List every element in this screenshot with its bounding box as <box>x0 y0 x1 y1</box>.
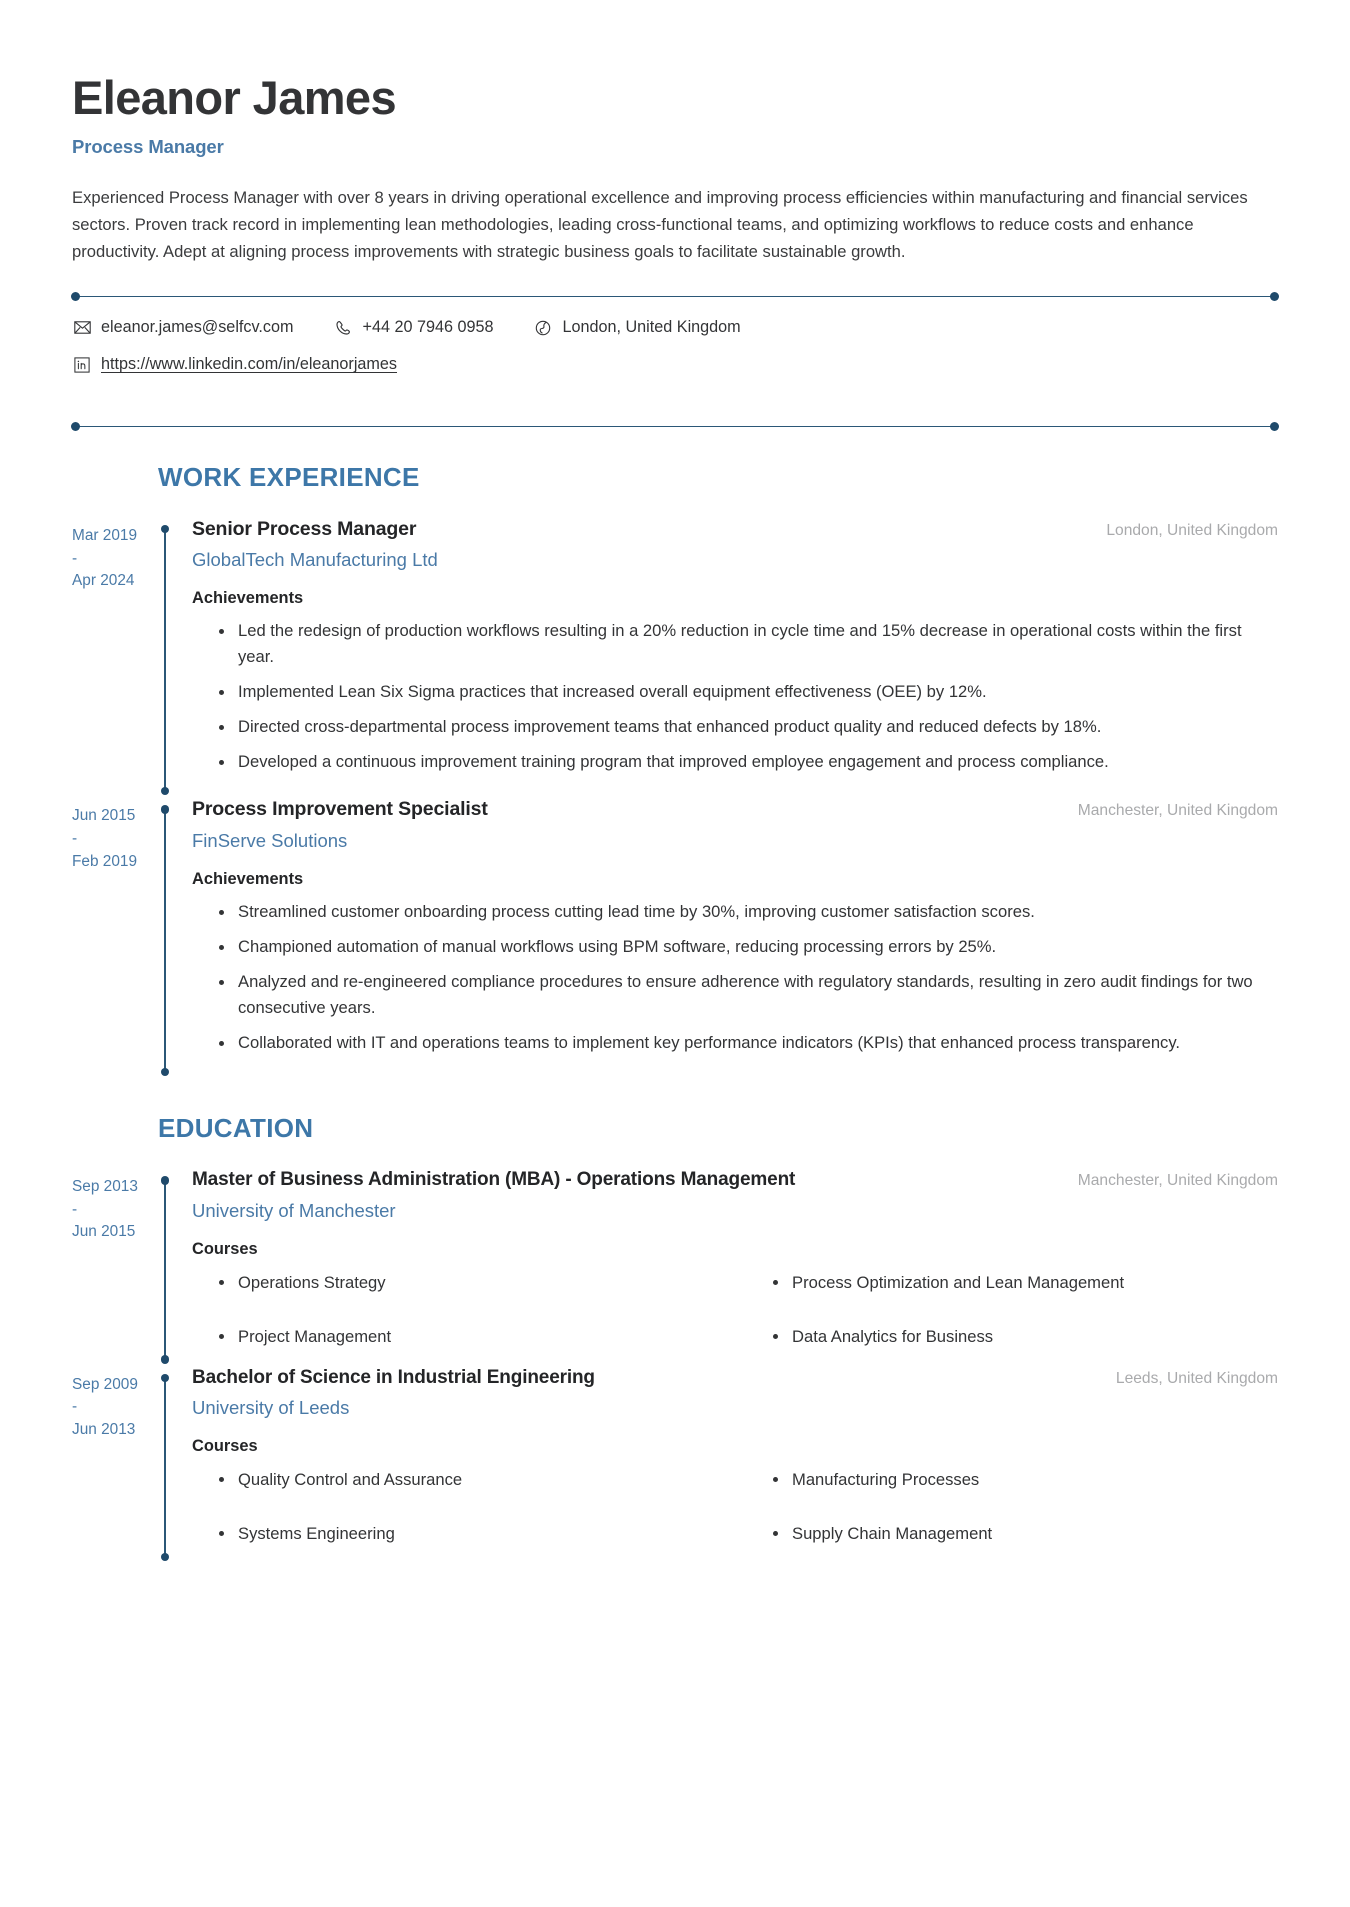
education-entry-header <box>192 1168 1278 1193</box>
education-entry-school: University of Manchester <box>192 1199 396 1221</box>
timeline-line <box>164 529 166 792</box>
education-entry-courses <box>192 1468 1278 1547</box>
timeline-dot-top <box>161 1176 170 1185</box>
contact-row-primary <box>72 318 1278 338</box>
work-entry-body <box>172 797 1278 1078</box>
timeline-dot-bottom <box>161 1553 170 1562</box>
work-entry-header <box>192 797 1278 822</box>
course-item: Quality Control and Assurance <box>192 1468 724 1493</box>
timeline-line <box>164 809 166 1072</box>
timeline-marker <box>158 797 172 1078</box>
divider-top <box>72 296 1278 297</box>
globe-icon <box>533 318 553 338</box>
education-entry-start-date: Sep 2013 <box>72 1178 138 1196</box>
achievement-item: Led the redesign of production workflows resulting in a 20% reduction in cycle time and 15% decrease in operational costs within the first year. <box>192 618 1278 670</box>
work-entry-dates <box>72 797 158 1078</box>
work-entry-achievements <box>192 899 1278 1056</box>
education-entry-school: University of Leeds <box>192 1397 350 1419</box>
timeline-marker <box>158 1168 172 1366</box>
timeline-dot-top <box>161 525 170 534</box>
course-item: Systems Engineering <box>192 1522 724 1547</box>
work-entry-company: GlobalTech Manufacturing Ltd <box>192 549 438 571</box>
section-title-work-experience: WORK EXPERIENCE <box>158 461 420 492</box>
section-title-education: EDUCATION <box>158 1113 314 1144</box>
achievement-item: Developed a continuous improvement training program that improved employee engagement and process compliance. <box>192 749 1278 775</box>
section-education <box>72 1083 1278 1563</box>
work-entry-location: London, United Kingdom <box>1106 521 1278 539</box>
contact-phone[interactable] <box>333 318 493 338</box>
achievement-item: Analyzed and re-engineered compliance procedures to ensure adherence with regulatory standards, resulting in zero audit findings for two consecutive years. <box>192 969 1278 1021</box>
course-item: Project Management <box>192 1325 724 1350</box>
work-entry-title: Senior Process Manager <box>192 517 417 540</box>
work-entry <box>72 517 1278 798</box>
work-entry-body <box>172 517 1278 798</box>
phone-icon <box>333 318 353 338</box>
contact-linkedin[interactable] <box>72 355 397 375</box>
divider-bottom <box>72 426 1278 427</box>
timeline-dot-bottom <box>161 787 170 796</box>
courses-label: Courses <box>192 1437 258 1456</box>
education-entry-degree: Bachelor of Science in Industrial Engineering <box>192 1366 595 1388</box>
contact-email-text: eleanor.james@selfcv.com <box>101 318 294 337</box>
work-entry-start-date: Mar 2019 <box>72 526 138 544</box>
education-entry-end-date: Jun 2015 <box>72 1223 136 1241</box>
date-range-dash: - <box>72 830 78 848</box>
timeline-line <box>164 1378 166 1558</box>
achievement-item: Championed automation of manual workflows using BPM software, reducing processing errors by 25%. <box>192 934 1278 960</box>
work-entry-start-date: Jun 2015 <box>72 807 136 825</box>
course-item: Supply Chain Management <box>746 1522 1278 1547</box>
education-entry-body <box>172 1168 1278 1366</box>
course-item: Data Analytics for Business <box>746 1325 1278 1350</box>
education-entry-start-date: Sep 2009 <box>72 1375 138 1393</box>
candidate-job-title: Process Manager <box>72 135 224 157</box>
education-entry-dates <box>72 1366 158 1564</box>
achievement-item: Directed cross-departmental process improvement teams that enhanced product quality and reduced defects by 18%. <box>192 714 1278 740</box>
education-entry-header <box>192 1366 1278 1391</box>
education-entry <box>72 1366 1278 1564</box>
education-entry-location: Manchester, United Kingdom <box>1077 1172 1278 1190</box>
linkedin-icon <box>72 355 92 375</box>
contact-phone-text: +44 20 7946 0958 <box>362 318 494 337</box>
work-entry-dates <box>72 517 158 798</box>
courses-label: Courses <box>192 1239 258 1258</box>
course-item: Operations Strategy <box>192 1271 724 1296</box>
education-entry-location: Leeds, United Kingdom <box>1115 1369 1278 1387</box>
professional-summary: Experienced Process Manager with over 8 years in driving operational excellence and improving process efficiencies within manufacturing and financial services sectors. Proven track record in implementing lean methodologies, leading cross-functional teams, and optimizing workflows to reduce costs and enhance productivity. Adept at aligning process improvements with strategic business goals to facilitate sustainable growth. <box>72 187 1248 261</box>
work-entry-end-date: Feb 2019 <box>72 852 138 870</box>
course-item: Process Optimization and Lean Management <box>746 1271 1278 1296</box>
timeline-dot-top <box>161 1374 170 1383</box>
timeline-marker <box>158 517 172 798</box>
contact-email[interactable] <box>72 318 293 338</box>
timeline-line <box>164 1180 166 1360</box>
work-entry-title: Process Improvement Specialist <box>192 798 488 821</box>
resume-header <box>72 72 1278 265</box>
section-work-experience <box>72 432 1278 1078</box>
education-entry-courses <box>192 1271 1278 1350</box>
contact-location-text: London, United Kingdom <box>562 318 741 337</box>
course-item: Manufacturing Processes <box>746 1468 1278 1493</box>
education-entry-dates <box>72 1168 158 1366</box>
work-entry-end-date: Apr 2024 <box>72 572 135 590</box>
work-entry-location: Manchester, United Kingdom <box>1077 802 1278 820</box>
education-entry-degree: Master of Business Administration (MBA) - Operations Management <box>192 1169 796 1191</box>
contact-linkedin-text[interactable]: https://www.linkedin.com/in/eleanorjames <box>101 355 398 374</box>
timeline-dot-bottom <box>161 1355 170 1364</box>
envelope-icon <box>72 318 92 338</box>
date-range-dash: - <box>72 549 78 567</box>
education-entry <box>72 1168 1278 1366</box>
achievement-item: Streamlined customer onboarding process cutting lead time by 30%, improving customer satisfaction scores. <box>192 899 1278 925</box>
timeline-marker <box>158 1366 172 1564</box>
contact-row-secondary <box>72 355 1278 375</box>
candidate-name: Eleanor James <box>72 71 396 124</box>
work-entry-company: FinServe Solutions <box>192 829 348 851</box>
achievements-label: Achievements <box>192 869 304 888</box>
education-entry-body <box>172 1366 1278 1564</box>
contact-block <box>72 297 1278 395</box>
work-entry-achievements <box>192 618 1278 775</box>
timeline-dot-top <box>161 805 170 814</box>
date-range-dash: - <box>72 1398 78 1416</box>
achievement-item: Collaborated with IT and operations teams to implement key performance indicators (KPIs) that enhanced process transparency. <box>192 1030 1278 1056</box>
date-range-dash: - <box>72 1200 78 1218</box>
achievements-label: Achievements <box>192 589 304 608</box>
contact-location <box>533 318 740 338</box>
work-entry-header <box>192 517 1278 542</box>
timeline-dot-bottom <box>161 1068 170 1077</box>
education-entry-end-date: Jun 2013 <box>72 1420 136 1438</box>
achievement-item: Implemented Lean Six Sigma practices that increased overall equipment effectiveness (OEE) by 12%. <box>192 679 1278 705</box>
work-entry <box>72 797 1278 1078</box>
